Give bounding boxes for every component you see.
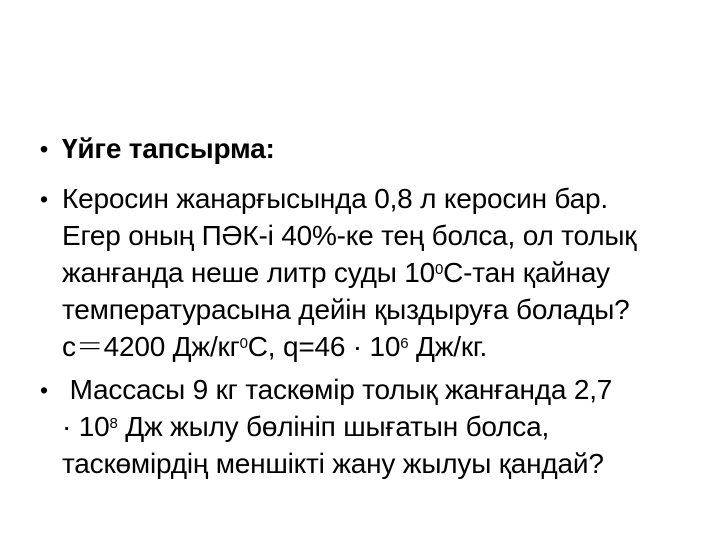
bullet-marker: • xyxy=(40,136,49,162)
bullet-marker: • xyxy=(40,186,49,212)
text-line: Егер оның ПӘК-і 40%-ке тең болса, ол толық xyxy=(62,220,637,251)
superscript: 0 xyxy=(434,260,444,278)
list-item-problem-1 xyxy=(40,180,700,365)
list-item-title xyxy=(40,130,700,168)
bullet-marker: • xyxy=(40,377,49,403)
text-line: Массасы 9 кг таскөмір толық жанғанда 2,7 xyxy=(62,374,613,405)
text-line: · $10^8$ Дж жылу бөлініп шығатын болса, xyxy=(62,411,550,442)
text-line: жанғанда неше литр суды $10^0С$-тан қайнау xyxy=(62,257,610,288)
text-line: Керосин жанарғысында 0,8 л керосин бар. xyxy=(62,183,608,214)
text-line: Үйге тапсырма: xyxy=(62,133,275,164)
text-lines xyxy=(62,130,700,167)
text-line: температурасына дейін қыздыруға болады? xyxy=(62,294,630,325)
text-lines xyxy=(62,371,700,482)
superscript: 0 xyxy=(239,334,248,352)
text-line: с＝4200 $Дж/кг^0С$, $q=46 \cdot 10^6$ Дж/кг. xyxy=(62,331,488,362)
list-item-problem-2 xyxy=(40,371,700,482)
text-line: таскөмірдің меншікті жану жылуы қандай? xyxy=(62,448,604,479)
superscript: 8 xyxy=(109,414,118,432)
text-lines xyxy=(62,180,700,365)
superscript: 6 xyxy=(400,334,409,352)
slide-content xyxy=(40,130,700,488)
